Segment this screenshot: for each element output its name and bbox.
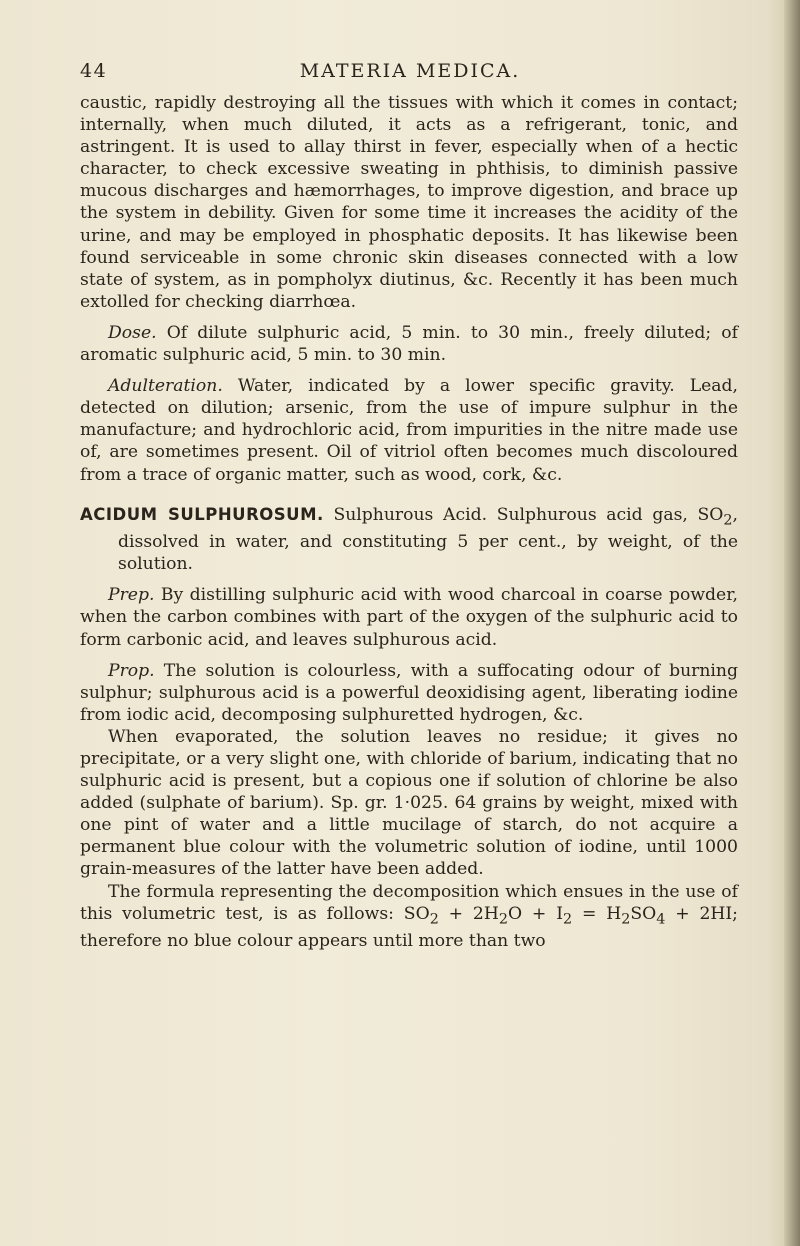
- paragraph-uses: caustic, rapidly destroying all the tissues with which it comes in contact; internally, when much diluted, it acts as a refrigerant, tonic, and astringent. It is used to allay thirst in fever, especially when of a hectic character, to check excessive sweating in phthisis, to diminish passive mucous discharges and hæmorrhages, to improve digestion, and brace up the system in debility. Given for some time it increases the acidity of the urine, and may be employed in phosphatic deposits. It has likewise been found serviceable in some chronic skin diseases connected with a low state of system, as in pompholyx diutinus, &c. Recently it has been much extolled for checking diarrhœa.: [80, 93, 738, 312]
- formula-sub-5: 4: [656, 911, 666, 928]
- entry-text-2: , dissolved in water, and constituting 5 per cent., by weight, of the solution.: [118, 504, 738, 575]
- formula-sub-1: 2: [429, 911, 439, 928]
- formula-text-4: = H: [572, 903, 622, 924]
- paragraph-prep: [80, 584, 738, 650]
- formula-text-6: + 2HI; therefore no blue colour appears until more than two: [80, 903, 738, 952]
- body-text: [80, 92, 738, 952]
- entry-title: ACIDUM SULPHUROSUM.: [80, 504, 324, 524]
- paragraph-prop: [80, 660, 738, 726]
- page-number: 44: [80, 60, 108, 82]
- entry-subscript: 2: [723, 512, 733, 529]
- formula-sub-3: 2: [562, 911, 573, 928]
- running-header: [80, 60, 740, 84]
- entry-acidum-sulphurosum: [80, 504, 738, 576]
- formula-text-5: SO: [630, 903, 657, 924]
- formula-sub-2: 2: [498, 911, 508, 928]
- paragraph-formula: [80, 881, 738, 953]
- entry-text-1: Sulphurous Acid. Sulphurous acid gas, SO: [323, 504, 724, 525]
- running-title: MATERIA MEDICA.: [299, 60, 521, 82]
- prep-text: By distilling sulphuric acid with wood charcoal in coarse powder, when the carbon combines with part of the oxygen of the sulphuric acid to form carbonic acid, and leaves sulphurous acid.: [80, 585, 738, 650]
- formula-text-2: + 2H: [438, 903, 499, 924]
- adulteration-label: Adulteration.: [108, 376, 223, 397]
- prop-text: The solution is colourless, with a suffocating odour of burning sulphur; sulphurous acid is a powerful deoxidising agent, liberating iodine from iodic acid, decomposing sulphuretted hydrogen, &c.: [80, 660, 738, 725]
- prop-label: Prop.: [108, 660, 155, 681]
- formula-text-3: O + I: [507, 903, 563, 924]
- paragraph-dose: [80, 322, 738, 366]
- page-binding-shadow: [784, 0, 800, 1246]
- paragraph-adulteration: [80, 375, 738, 485]
- paragraph-evaporated: When evaporated, the solution leaves no residue; it gives no precipitate, or a very slight one, with chloride of barium, indicating that no sulphuric acid is present, but a copious one if solution of chlorine be also added (sulphate of barium). Sp. gr. 1·025. 64 grains by weight, mixed with one pint of water and a little mucilage of starch, do not acquire a permanent blue colour with the volumetric solution of iodine, until 1000 grain-measures of the latter have been added.: [80, 726, 738, 880]
- formula-sub-4: 2: [621, 911, 631, 928]
- prep-label: Prep.: [108, 585, 155, 606]
- formula-text-1: The formula representing the decomposition which ensues in the use of this volumetric test, is as follows: SO: [80, 881, 738, 924]
- dose-label: Dose.: [108, 322, 157, 343]
- adulteration-text: Water, indicated by a lower specific gravity. Lead, detected on dilution; arsenic, from the use of impure sulphur in the manufacture; and hydrochloric acid, from impurities in the nitre made use of, are sometimes present. Oil of vitriol often becomes much discoloured from a trace of organic matter, such as wood, cork, &c.: [80, 376, 738, 485]
- dose-text: Of dilute sulphuric acid, 5 min. to 30 min., freely diluted; of aromatic sulphuric acid, 5 min. to 30 min.: [80, 322, 738, 366]
